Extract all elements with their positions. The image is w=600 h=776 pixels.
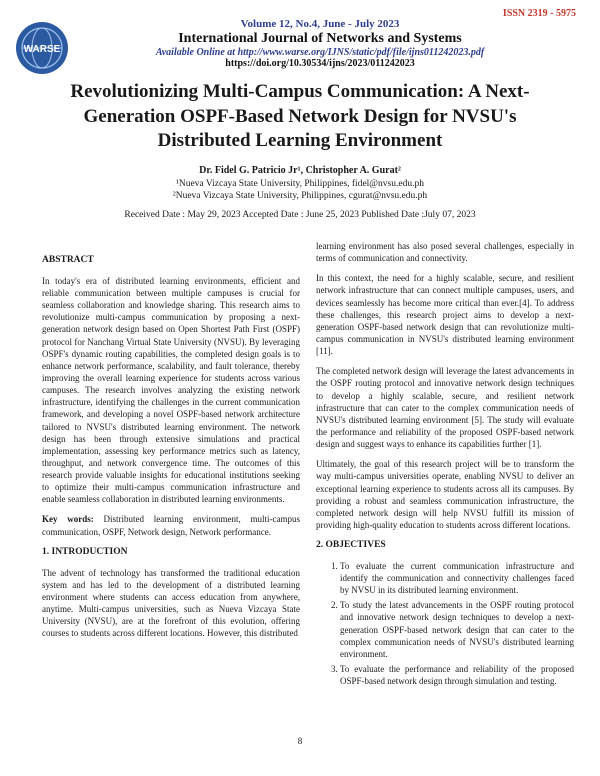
abstract-text: In today's era of distributed learning environments, efficient and reliable communication between multiple campuses is crucial for seamless collaboration and knowledge sharing. This research aims to revolutionize multi-campus communication by proposing a next-generation network design based on Open Shortest Path First (OSPF) protocol for Nanchang Virtual State University (NVSU). By leveraging OSPF's dynamic routing capabilities, the completed design goals is to enhance network performance, scalability, and fault tolerance, thereby improving the overall learning experience for students across various campuses. The research involves analyzing the existing network infrastructure, identifying the challenges in the current communication framework, and developing a novel OSPF-based network architecture tailored to NVSU's distributed learning environment. The network design has been through extensive simulations and practical implementation, assessing key performance metrics such as latency, throughput, and network convergence time. The outcomes of this research provide valuable insights for educational institutions seeking to optimize their multi-campus communication infrastructure and enable seamless collaboration in distributed learning environments. [42,275,300,505]
volume: Volume 12, No.4, June - July 2023 [240,18,400,30]
objectives-heading: 2. OBJECTIVES [316,540,386,551]
paragraph: learning environment has also posed several challenges, especially in terms of communication and connectivity. [316,241,574,264]
intro-text: The advent of technology has transformed the traditional education system and has led to the development of a distributed learning environment where students can access education from anywhere, anytime. Multi-campus universities, such as Nueva Vizcaya State University (NVSU), are at the forefront of this evolution, offering courses to students across different locations. However, this distributed [42,567,300,639]
affiliation-2: ²Nueva Vizcaya State University, Philippines, cgurat@nvsu.edu.ph [172,191,428,202]
journal-header [80,18,560,70]
affiliation-1: ¹Nueva Vizcaya State University, Philippines, fidel@nvsu.edu.ph [176,178,424,189]
dates: Received Date : May 29, 2023 Accepted Date : June 25, 2023 Published Date :July 07, 2023 [124,210,476,220]
left-column [42,254,300,647]
keywords-text: Distributed learning environment, multi-campus communication, OSPF, Network design, Network performance. [42,514,301,537]
author-names: Dr. Fidel G. Patricio Jr¹, Christopher A. Gurat² [199,165,401,176]
objective-item: 1. To evaluate the current communication infrastructure and identify the communication and connectivity challenges faced by NVSU in its distributed learning environment. [340,560,574,596]
right-column [316,240,574,690]
objectives-list [316,560,574,687]
paragraph: The completed network design will leverage the latest advancements in the OSPF routing protocol and innovative network design techniques to develop a highly scalable, secure, and resilient network infrastructure that can cater to the complex communication needs of NVSU's distributed learning environment [5]. The study will evaluate the performance and reliability of the proposed OSPF-based network design and suggest ways to enhance its capabilities further [1]. [316,366,574,450]
objective-item: 3. To evaluate the performance and reliability of the proposed OSPF-based network design through simulation and testing. [340,663,574,687]
abstract-heading: ABSTRACT [42,255,94,265]
keywords-label: Key words: [42,514,94,525]
keywords [42,513,300,537]
intro-heading: 1. INTRODUCTION [42,546,128,557]
available-online-link[interactable]: Available Online at http://www.warse.org/IJNS/static/pdf/file/ijns011242023.pdf [155,46,485,58]
paper-title: Revolutionizing Multi-Campus Communication: A Next-Generation OSPF-Based Network Design for NVSU's Distributed Learning Environment [70,81,530,152]
doi-link[interactable]: https://doi.org/10.30534/ijns/2023/011242023 [225,58,415,70]
logo-text: WARSE [23,44,61,55]
objective-item: 2. To study the latest advancements in the OSPF routing protocol and innovative network design techniques to develop a next-generation OSPF-based network design that can cater to the complex communication needs of NVSU's distributed learning environment. [340,599,574,660]
authors-block [0,164,600,203]
warse-logo [14,20,70,76]
paragraph: Ultimately, the goal of this research project will be to transform the way multi-campus universities operate, enabling NVSU to deliver an exceptional learning experience to students across all its campuses. By providing a robust and seamless communication infrastructure, the completed network design will help NVSU fulfill its mission of providing high-quality education to students across different locations. [316,459,574,530]
journal-name: International Journal of Networks and Systems [178,30,462,46]
page-number: 8 [297,736,303,746]
paragraph: In this context, the need for a highly scalable, secure, and resilient network infrastructure that can connect multiple campuses, users, and devices seamlessly has become more critical than ever.[4]. To address these challenges, this research project aims to develop a next-generation OSPF-based network design that can revolutionize multi-campus communication in NVSU's distributed learning environment [11]. [316,273,574,357]
issn: ISSN 2319 - 5975 [502,8,576,19]
